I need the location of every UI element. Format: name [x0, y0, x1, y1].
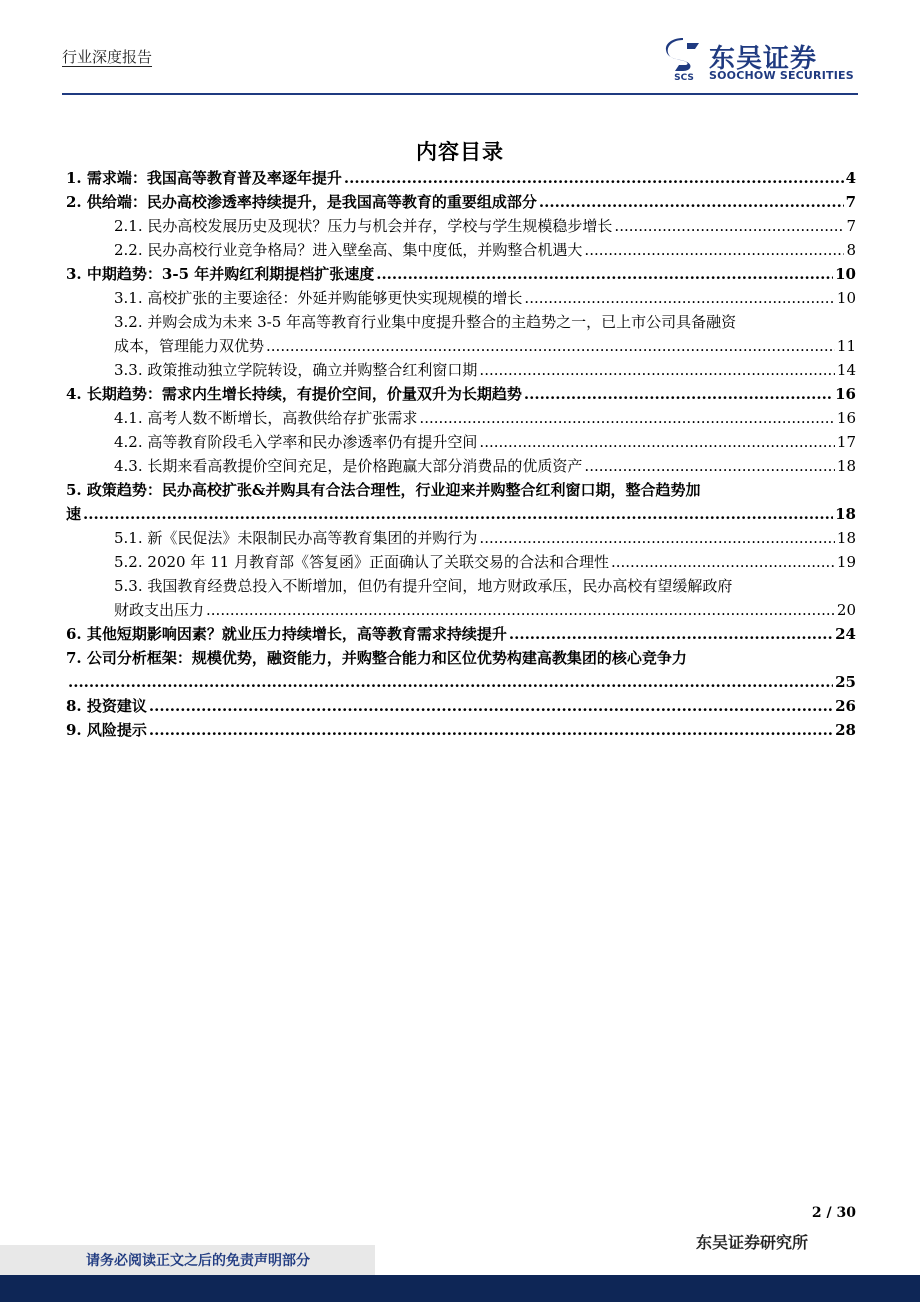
toc-entry-title: 其他短期影响因素？就业压力持续增长，高等教育需求持续提升 — [86, 625, 507, 643]
report-category: 行业深度报告 — [62, 48, 153, 66]
toc-entry-page: 10 — [835, 265, 856, 283]
toc-entry-number: 7. — [66, 649, 82, 667]
toc-entry[interactable] — [66, 310, 856, 358]
toc-entry-page: 26 — [835, 697, 856, 715]
toc-entry-title: 供给端：民办高校渗透率持续提升，是我国高等教育的重要组成部分 — [86, 193, 537, 211]
toc-entry-number: 2.2. — [114, 241, 143, 259]
toc-entry-number: 4.1. — [114, 409, 143, 427]
toc-entry-title-continued: 成本，管理能力双优势 — [114, 337, 265, 355]
table-of-contents — [66, 166, 856, 742]
toc-title: 内容目录 — [416, 139, 504, 164]
toc-entry-number: 5.2. — [114, 553, 143, 571]
toc-entry-title: 长期趋势：需求内生增长持续，有提价空间，价量双升为长期趋势 — [86, 385, 522, 403]
toc-entry[interactable] — [66, 454, 856, 478]
toc-entry-title: 投资建议 — [86, 697, 147, 715]
toc-entry-page: 7 — [846, 217, 856, 235]
header-divider — [62, 93, 858, 95]
toc-entry[interactable] — [66, 358, 856, 382]
toc-entry-page: 18 — [836, 457, 856, 475]
toc-entry[interactable] — [66, 550, 856, 574]
toc-entry[interactable] — [66, 646, 856, 694]
toc-entry-title: 新《民促法》未限制民办高等教育集团的并购行为 — [147, 529, 478, 547]
toc-entry-title: 2020 年 11 月教育部《答复函》正面确认了关联交易的合法和合理性 — [147, 553, 609, 571]
toc-entry-page: 24 — [835, 625, 856, 643]
toc-entry-title: 民办高校发展历史及现状？压力与机会并存，学校与学生规模稳步增长 — [147, 217, 613, 235]
toc-entry-number: 1. — [66, 169, 82, 187]
toc-entry-page: 8 — [846, 241, 856, 259]
toc-entry-number: 2.1. — [114, 217, 143, 235]
toc-entry-number: 4.2. — [114, 433, 143, 451]
toc-entry-title: 高校扩张的主要途径：外延并购能够更快实现规模的增长 — [147, 289, 523, 307]
toc-entry-page: 28 — [835, 721, 856, 739]
toc-entry-number: 5.1. — [114, 529, 143, 547]
toc-entry-number: 2. — [66, 193, 82, 211]
toc-entry-page: 25 — [835, 673, 856, 691]
toc-entry-page: 16 — [836, 409, 856, 427]
toc-entry-title: 需求端：我国高等教育普及率逐年提升 — [86, 169, 342, 187]
company-logo — [663, 38, 853, 84]
toc-entry-number: 3.3. — [114, 361, 143, 379]
toc-entry[interactable] — [66, 478, 856, 526]
toc-entry-page: 14 — [836, 361, 856, 379]
toc-entry-number: 3.1. — [114, 289, 143, 307]
logo-chinese-name: 东吴证券 — [709, 44, 818, 74]
toc-entry[interactable] — [66, 622, 856, 646]
logo-mark-text: SCS — [674, 73, 694, 82]
toc-entry[interactable] — [66, 718, 856, 742]
toc-entry[interactable] — [66, 214, 856, 238]
toc-entry-number: 5. — [66, 481, 82, 499]
toc-entry[interactable] — [66, 574, 856, 622]
toc-entry-title: 高等教育阶段毛入学率和民办渗透率仍有提升空间 — [147, 433, 478, 451]
toc-entry-number: 6. — [66, 625, 82, 643]
toc-entry-page: 17 — [836, 433, 856, 451]
toc-entry-number: 3.2. — [114, 313, 143, 331]
toc-entry[interactable] — [66, 430, 856, 454]
toc-entry-title: 民办高校行业竞争格局？进入壁垒高、集中度低，并购整合机遇大 — [147, 241, 583, 259]
footer-bar — [0, 1275, 920, 1302]
toc-entry-page: 7 — [845, 193, 856, 211]
toc-entry[interactable] — [66, 286, 856, 310]
toc-entry-page: 18 — [836, 529, 856, 547]
toc-entry-number: 4. — [66, 385, 82, 403]
toc-entry-title-continued: 财政支出压力 — [114, 601, 205, 619]
toc-entry-number: 5.3. — [114, 577, 143, 595]
toc-entry-title-continued: 速 — [66, 505, 82, 523]
toc-entry-number: 9. — [66, 721, 82, 739]
toc-entry-title: 政策趋势：民办高校扩张&并购具有合法合理性，行业迎来并购整合红利窗口期，整合趋势加 — [86, 481, 701, 499]
institute-name: 东吴证券研究所 — [695, 1233, 808, 1252]
toc-entry-number: 8. — [66, 697, 82, 715]
toc-entry-title: 高考人数不断增长，高教供给存扩张需求 — [147, 409, 418, 427]
toc-entry[interactable] — [66, 382, 856, 406]
toc-entry-title: 中期趋势：3-5 年并购红利期提档扩张速度 — [86, 265, 375, 283]
toc-entry[interactable] — [66, 166, 856, 190]
toc-entry-page: 19 — [836, 553, 856, 571]
toc-entry-page: 4 — [845, 169, 856, 187]
toc-entry-page: 20 — [836, 601, 856, 619]
toc-entry-page: 11 — [836, 337, 856, 355]
toc-entry-title: 公司分析框架：规模优势，融资能力，并购整合能力和区位优势构建高教集团的核心竞争力 — [86, 649, 687, 667]
toc-entry-number: 4.3. — [114, 457, 143, 475]
toc-entry-number: 3. — [66, 265, 82, 283]
toc-entry-page: 16 — [835, 385, 856, 403]
toc-entry-page: 10 — [836, 289, 856, 307]
toc-entry-title: 风险提示 — [86, 721, 147, 739]
toc-entry-title: 长期来看高教提价空间充足，是价格跑赢大部分消费品的优质资产 — [147, 457, 583, 475]
toc-entry-title: 政策推动独立学院转设，确立并购整合红利窗口期 — [147, 361, 478, 379]
logo-mark-icon — [663, 38, 705, 82]
toc-entry-title: 我国教育经费总投入不断增加，但仍有提升空间，地方财政承压，民办高校有望缓解政府 — [147, 577, 733, 595]
toc-entry[interactable] — [66, 190, 856, 214]
toc-entry[interactable] — [66, 262, 856, 286]
toc-entry[interactable] — [66, 238, 856, 262]
toc-entry[interactable] — [66, 694, 856, 718]
toc-entry[interactable] — [66, 526, 856, 550]
toc-entry-title: 并购会成为未来 3-5 年高等教育行业集中度提升整合的主趋势之一，已上市公司具备融资 — [147, 313, 737, 331]
toc-entry[interactable] — [66, 406, 856, 430]
disclaimer-notice: 请务必阅读正文之后的免责声明部分 — [86, 1253, 310, 1269]
page-indicator: 2 / 30 — [811, 1205, 856, 1221]
logo-english-name: SOOCHOW SECURITIES — [709, 69, 854, 82]
toc-entry-page: 18 — [835, 505, 856, 523]
